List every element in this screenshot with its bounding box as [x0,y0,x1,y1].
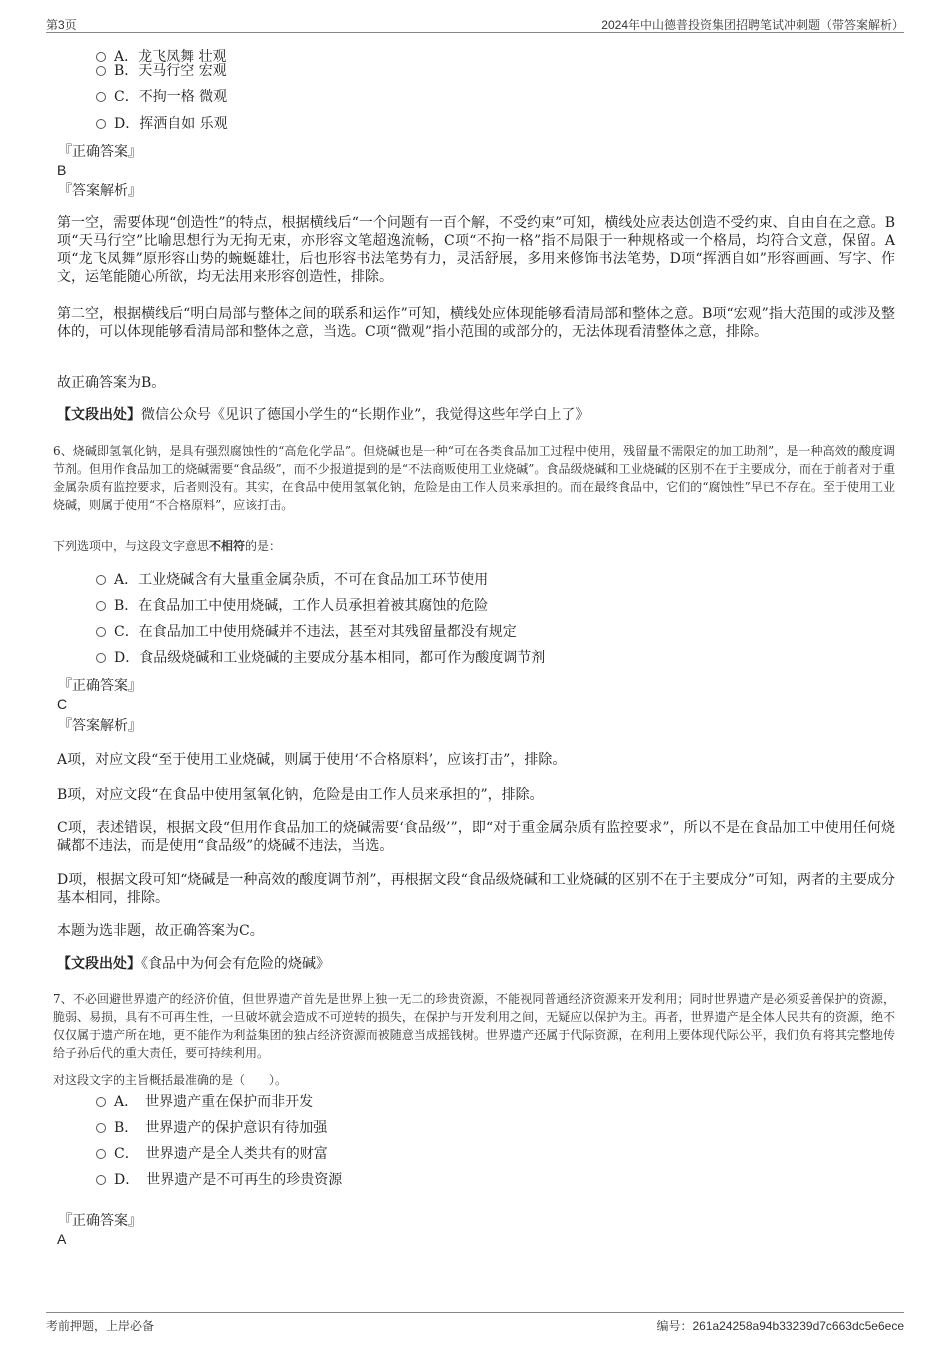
radio-icon[interactable] [96,1149,106,1159]
page-number: 第3页 [46,18,77,32]
q7-prompt: 对这段文字的主旨概括最准确的是（ ）。 [53,1073,288,1087]
q7-option-d[interactable]: D． 世界遗产是不可再生的珍贵资源 [96,1172,342,1188]
q6-answer: C [57,696,68,712]
radio-icon[interactable] [96,52,106,62]
radio-icon[interactable] [96,66,106,76]
q5-option-b[interactable]: B．天马行空 宏观 [96,63,227,79]
q7-option-a[interactable]: A． 世界遗产重在保护而非开发 [96,1094,313,1110]
q7-answer: A [57,1231,67,1247]
q6-analysis-d: D项，根据文段可知“烧碱是一种高效的酸度调节剂”，再根据文段“食品级烧碱和工业烧碱的区别不在于主要成分”可知，两者的主要成分基本相同，排除。 [57,872,895,906]
radio-icon[interactable] [96,601,106,611]
q6-analysis-conclusion: 本题为选非题，故正确答案为C。 [57,923,264,939]
q5-answer-label: 『正确答案』 [58,144,142,160]
q5-analysis-label: 『答案解析』 [58,183,142,199]
page-header [46,14,904,33]
radio-icon[interactable] [96,1175,106,1185]
q7-answer-label: 『正确答案』 [58,1213,142,1229]
q6-analysis-label: 『答案解析』 [58,718,142,734]
q7-option-b[interactable]: B． 世界遗产的保护意识有待加强 [96,1120,327,1136]
q6-source: 【文段出处】《食品中为何会有危险的烧碱》 [57,956,330,972]
q6-analysis-a: A项，对应文段“至于使用工业烧碱，则属于使用‘不合格原料’，应该打击”，排除。 [57,752,567,768]
q5-analysis-conclusion: 故正确答案为B。 [57,375,166,391]
radio-icon[interactable] [96,627,106,637]
radio-icon[interactable] [96,119,106,129]
q5-option-c[interactable]: C．不拘一格 微观 [96,89,227,105]
q5-analysis-paragraph-2: 第二空，根据横线后“明白局部与整体之间的联系和运作”可知，横线处应体现能够看清局部和整体之意。B项“宏观”指大范围的或涉及整体的，可以体现能够看清局部和整体之意，当选。C项“微观”指小范围的或部分的，无法体现看清整体之意，排除。 [57,306,895,340]
q6-question-text: 6、烧碱即氢氧化钠，是具有强烈腐蚀性的“高危化学品”。但烧碱也是一种“可在各类食品加工过程中使用，残留量不需限定的加工助剂”，是一种高效的酸度调节剂。但用作食品加工的烧碱需要“食品级”，而不少报道提到的是“不法商贩使用工业烧碱”。食品级烧碱和工业烧碱的区别不在于主要成分，而在于前者对于重金属杂质有监控要求，后者则没有。其实，在食品中使用氢氧化钠，危险是由工作人员来承担的。而在最终食品中，它们的“腐蚀性”早已不存在。至于使用工业烧碱，则属于使用“不合格原料”，应该打击。 [53,444,895,512]
q7-option-c[interactable]: C． 世界遗产是全人类共有的财富 [96,1146,328,1162]
q6-option-b[interactable]: B．在食品加工中使用烧碱，工作人员承担着被其腐蚀的危险 [96,598,488,614]
q6-analysis-c: C项，表述错误，根据文段“但用作食品加工的烧碱需要‘食品级’”，即“对于重金属杂质有监控要求”，所以不是在食品加工中使用任何烧碱都不违法，而是使用“食品级”的烧碱不违法，当选。 [57,820,895,854]
q6-option-a[interactable]: A．工业烧碱含有大量重金属杂质，不可在食品加工环节使用 [96,572,488,588]
radio-icon[interactable] [96,92,106,102]
q6-option-d[interactable]: D．食品级烧碱和工业烧碱的主要成分基本相同，都可作为酸度调节剂 [96,650,545,666]
q6-answer-label: 『正确答案』 [58,678,142,694]
q5-option-a[interactable]: A．龙飞凤舞 壮观 [96,49,227,65]
footer-slogan: 考前押题，上岸必备 [46,1319,155,1333]
q6-analysis-b: B项，对应文段“在食品中使用氢氧化钠，危险是由工作人员来承担的”，排除。 [57,787,544,803]
q5-option-d[interactable]: D．挥洒自如 乐观 [96,116,228,132]
radio-icon[interactable] [96,1097,106,1107]
radio-icon[interactable] [96,653,106,663]
q5-analysis-paragraph-1: 第一空，需要体现“创造性”的特点，根据横线后“一个问题有一百个解，不受约束”可知，横线处应表达创造不受约束、自由自在之意。B项“天马行空”比喻思想行为无拘无束，亦形容文笔超逸流畅，C项“不拘一格”指不局限于一种规格或一个格局，均符合文意，保留。A项“龙飞凤舞”原形容山势的蜿蜒雄壮，后也形容书法笔势有力，灵活舒展，多用来修饰书法笔势，D项“挥洒自如”形容画画、写字、作文，运笔能随心所欲，均无法用来形容创造性，排除。 [57,215,895,285]
radio-icon[interactable] [96,575,106,585]
document-code: 编号：261a24258a94b33239d7c663dc5e6ece [656,1319,904,1333]
page-footer [46,1312,904,1334]
q5-answer: B [57,162,67,178]
q5-source: 【文段出处】微信公众号《见识了德国小学生的“长期作业”，我觉得这些年学白上了》 [57,407,590,423]
q6-option-c[interactable]: C．在食品加工中使用烧碱并不违法，甚至对其残留量都没有规定 [96,624,517,640]
q7-question-text: 7、不必回避世界遗产的经济价值，但世界遗产首先是世界上独一无二的珍贵资源，不能视同普通经济资源来开发利用；同时世界遗产是必须妥善保护的资源，脆弱、易损，具有不可再生性，一旦破坏就会造成不可逆转的损失，在保护与开发利用之间，无疑应以保护为主。再者，世界遗产是全体人民共有的资源，绝不仅仅属于遗产所在地，更不能作为利益集团的独占经济资源而被随意当成摇钱树。世界遗产还属于代际资源，在利用上要体现代际公平，我们负有将其完整地传给子孙后代的重大责任，要可持续利用。 [53,992,895,1060]
radio-icon[interactable] [96,1123,106,1133]
document-title: 2024年中山德普投资集团招聘笔试冲刺题（带答案解析） [601,18,904,32]
q6-prompt: 下列选项中，与这段文字意思不相符的是： [53,539,282,553]
